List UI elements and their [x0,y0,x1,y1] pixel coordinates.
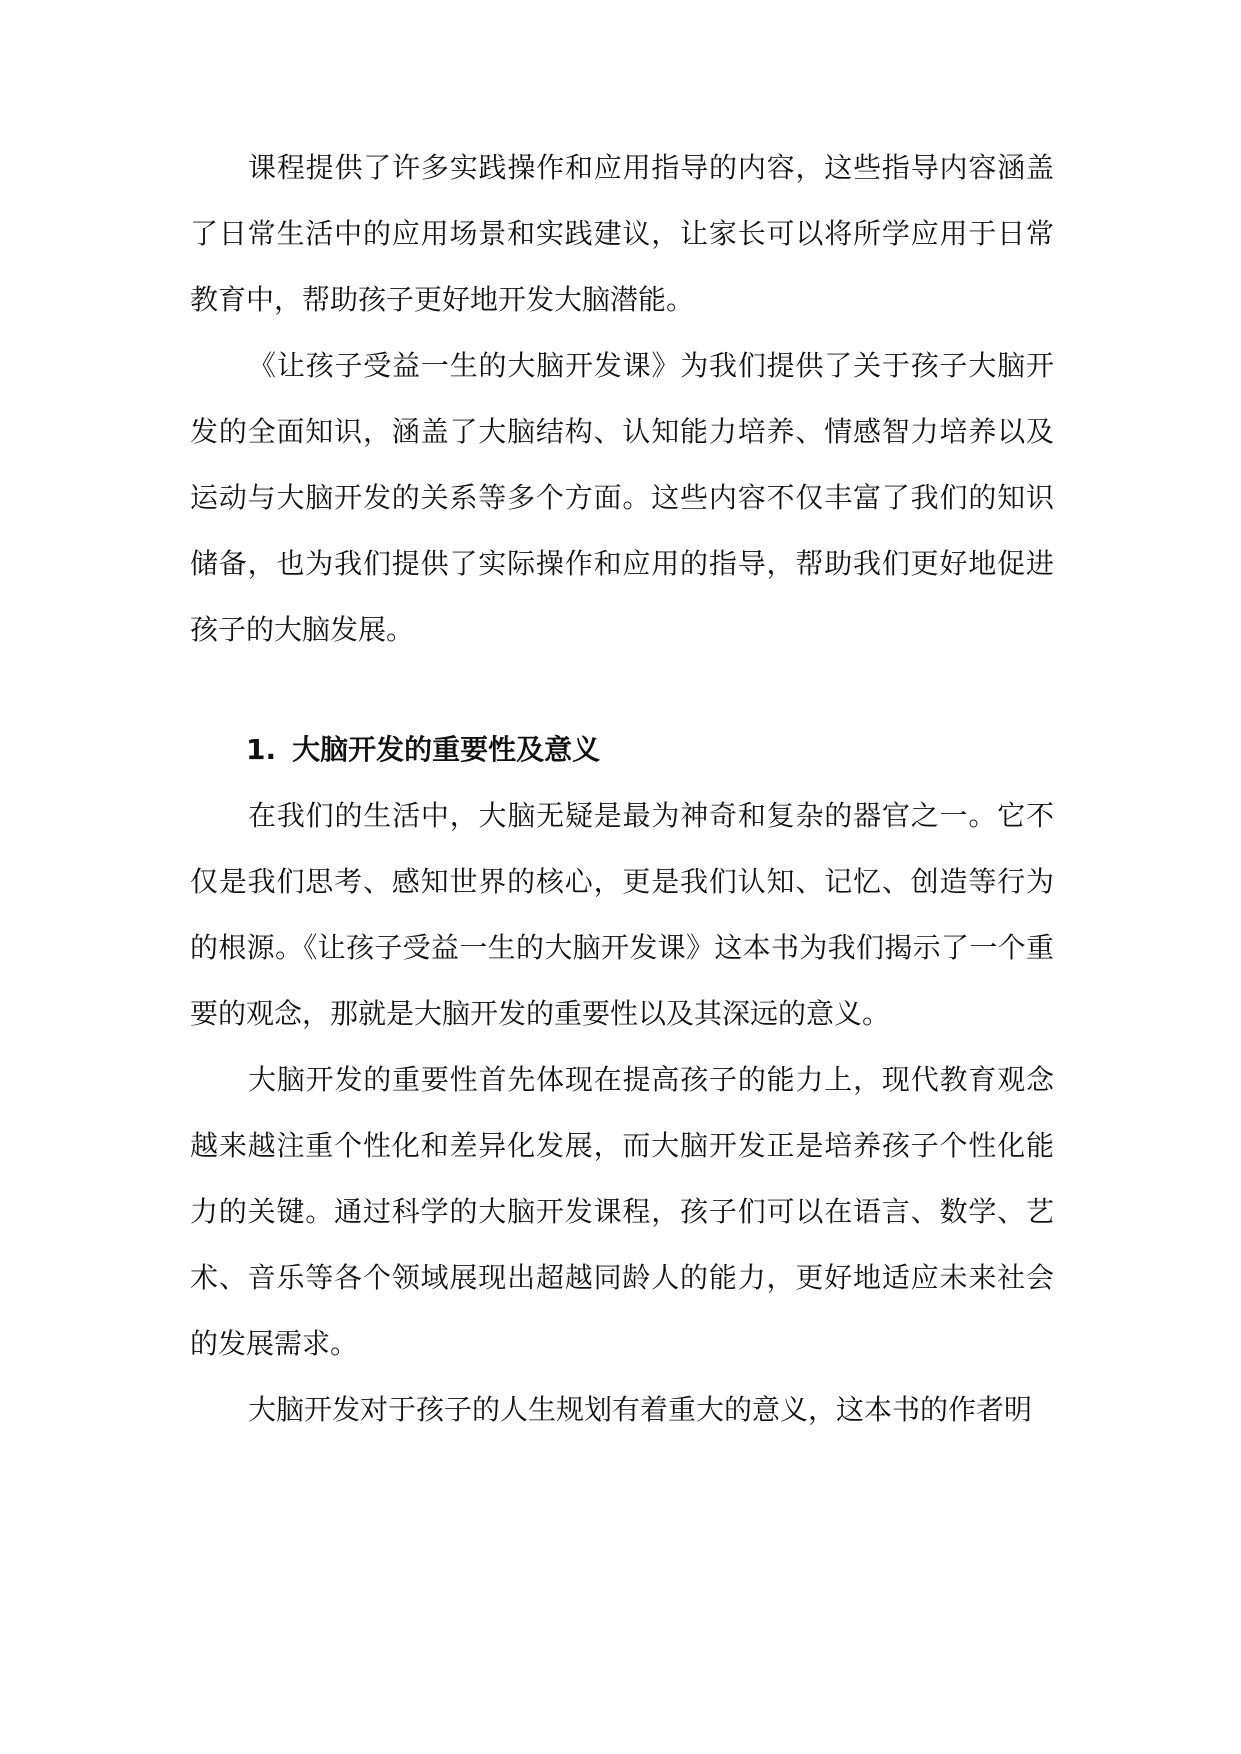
body-paragraph: 在我们的生活中，大脑无疑是最为神奇和复杂的器官之一。它不仅是我们思考、感知世界的核心，更是我们认知、记忆、创造等行为的根源。《让孩子受益一生的大脑开发课》这本书为我们揭示了一个重要的观念，那就是大脑开发的重要性以及其深远的意义。 [190,799,1054,1030]
section-title: 大脑开发的重要性及意义 [292,733,601,766]
body-paragraph: 《让孩子受益一生的大脑开发课》为我们提供了关于孩子大脑开发的全面知识，涵盖了大脑结构、认知能力培养、情感智力培养以及运动与大脑开发的关系等多个方面。这些内容不仅丰富了我们的知识储备，也为我们提供了实际操作和应用的指导，帮助我们更好地促进孩子的大脑发展。 [190,349,1054,646]
document-body [190,135,1054,1443]
body-paragraph: 课程提供了许多实践操作和应用指导的内容，这些指导内容涵盖了日常生活中的应用场景和实践建议，让家长可以将所学应用于日常教育中，帮助孩子更好地开发大脑潜能。 [190,151,1054,316]
section-number: 1. [246,733,277,766]
body-paragraph: 大脑开发对于孩子的人生规划有着重大的意义，这本书的作者明 [248,1393,1033,1426]
section-heading [190,717,1054,783]
body-paragraph: 大脑开发的重要性首先体现在提高孩子的能力上，现代教育观念越来越注重个性化和差异化发展，而大脑开发正是培养孩子个性化能力的关键。通过科学的大脑开发课程，孩子们可以在语言、数学、艺术、音乐等各个领域展现出超越同龄人的能力，更好地适应未来社会的发展需求。 [190,1063,1054,1360]
